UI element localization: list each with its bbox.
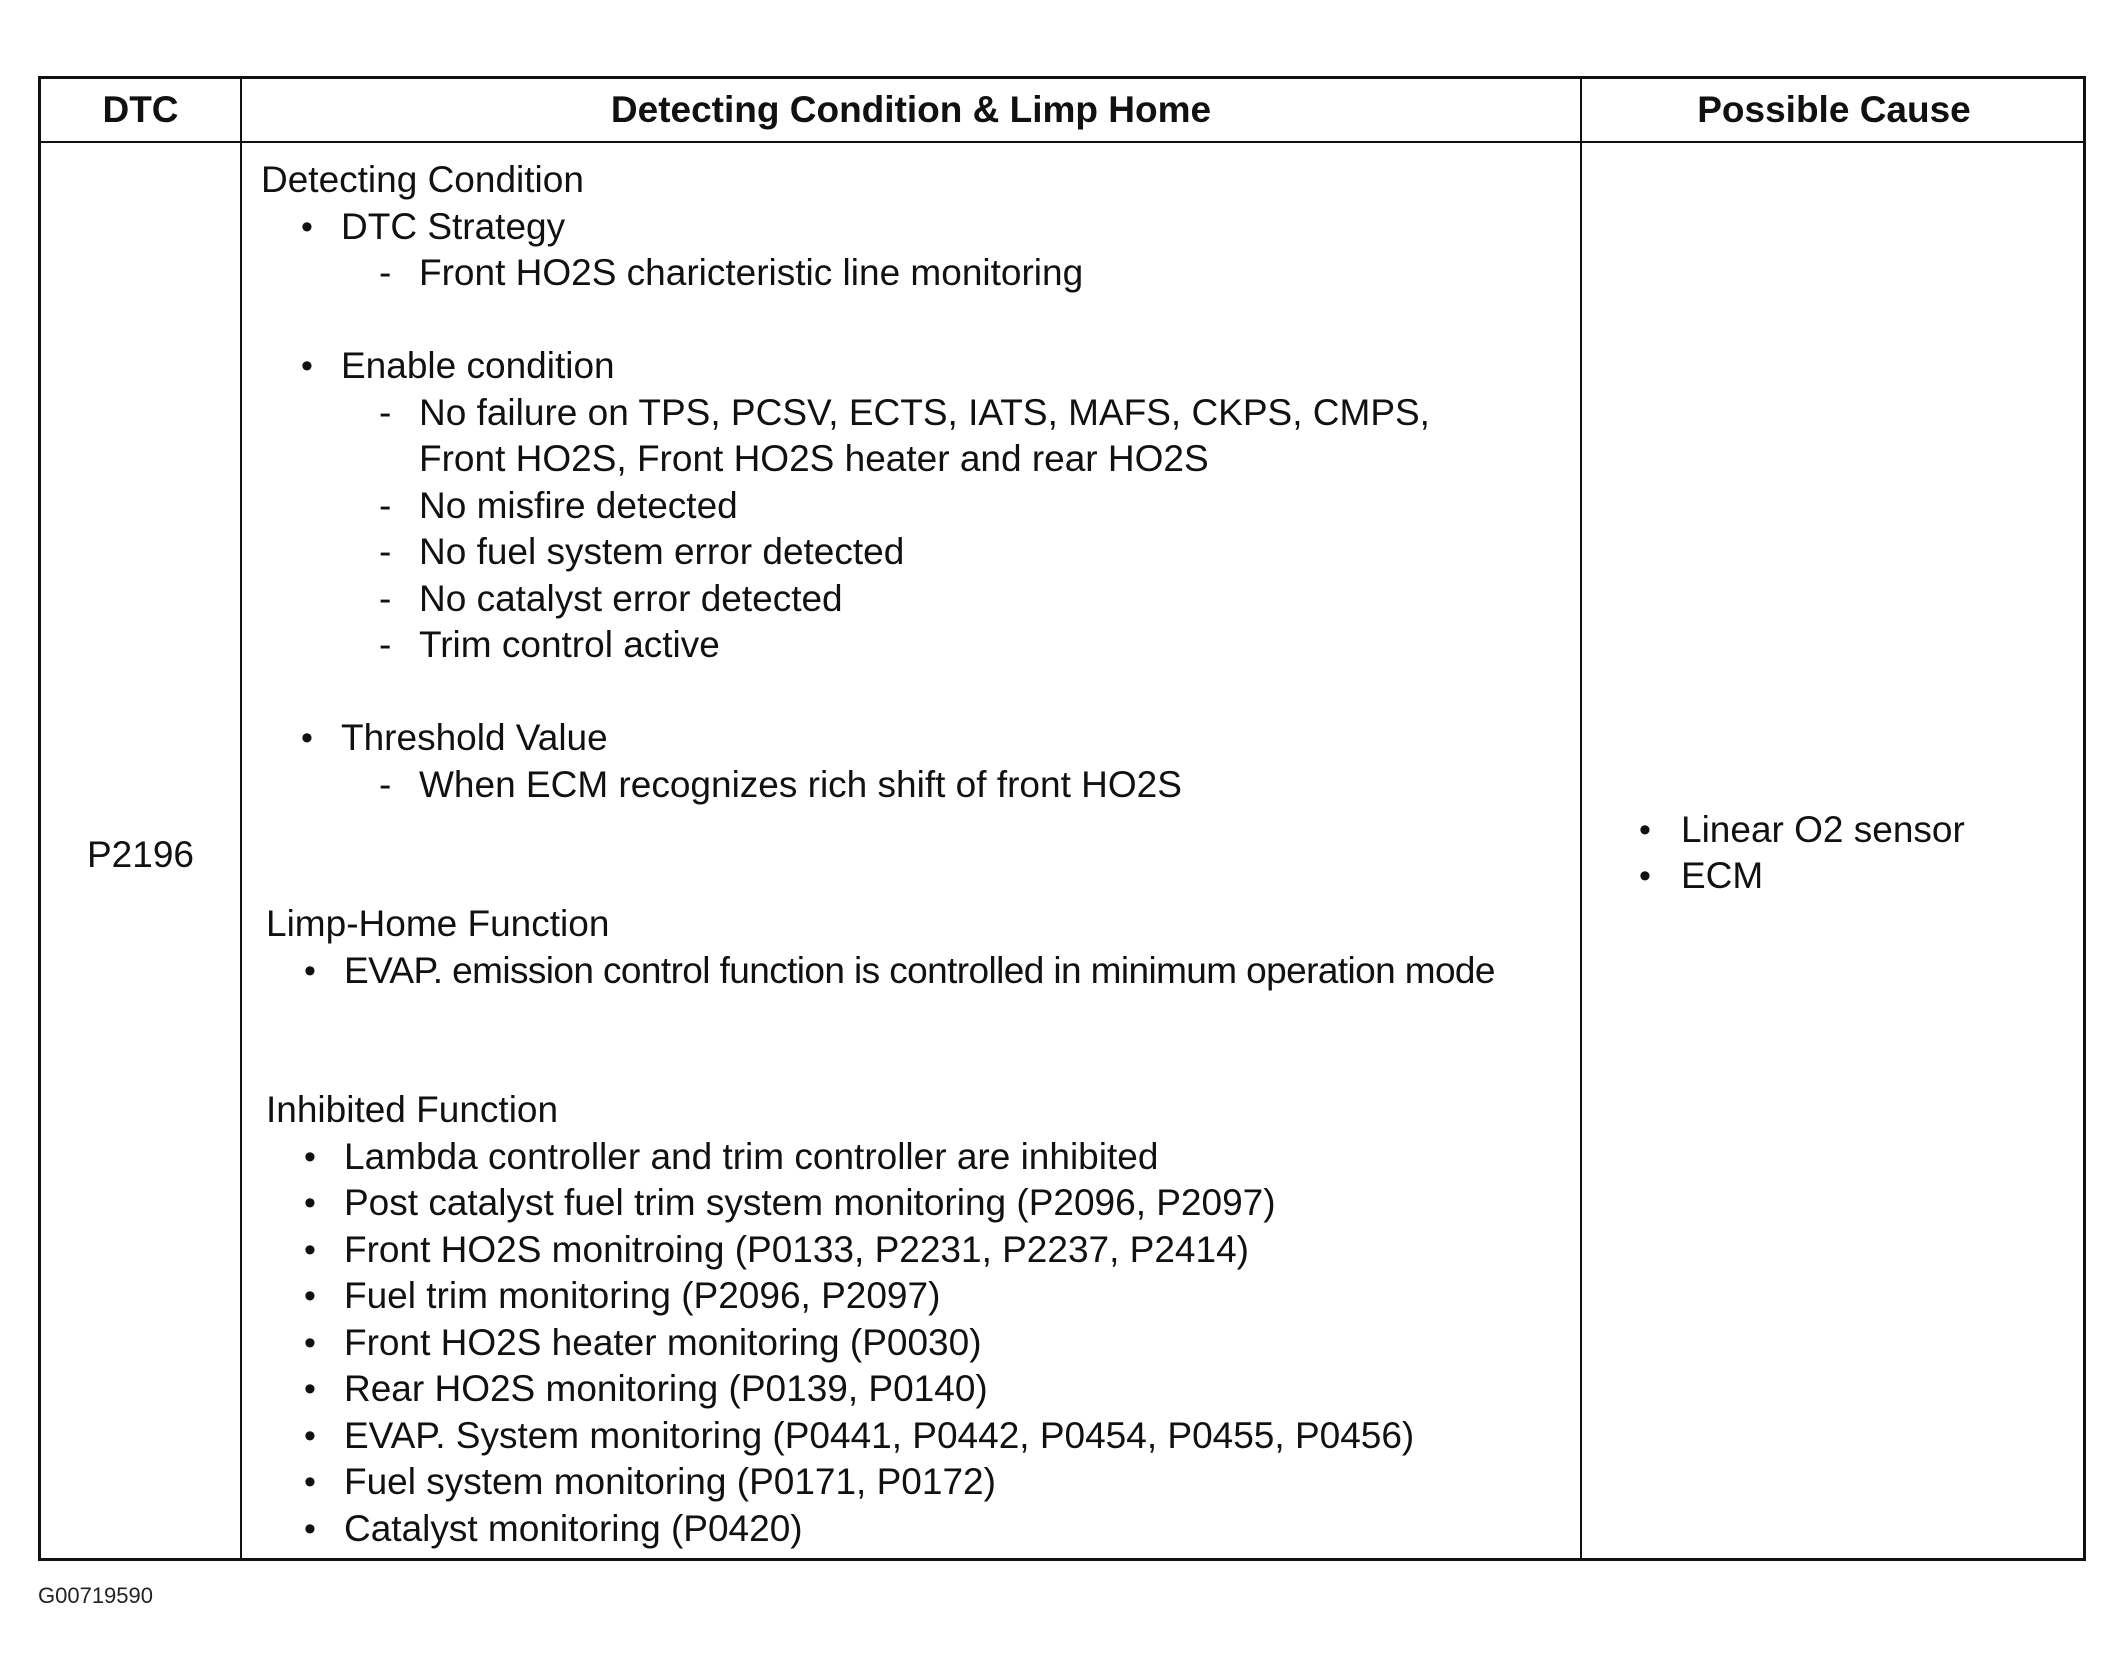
dash-icon: - bbox=[379, 484, 392, 526]
dtc-table bbox=[38, 76, 2086, 1561]
list-item bbox=[261, 343, 1571, 390]
bullet-icon: • bbox=[304, 1277, 316, 1315]
header-dtc: DTC bbox=[102, 89, 179, 130]
inhibited-item: Fuel system monitoring (P0171, P0172) bbox=[344, 1461, 996, 1502]
threshold-item: When ECM recognizes rich shift of front HO2S bbox=[419, 763, 1182, 805]
inhibited-function-title: Inhibited Function bbox=[266, 1089, 559, 1130]
cause-item: Linear O2 sensor bbox=[1681, 809, 1965, 850]
possible-cause-cell bbox=[1639, 807, 2079, 899]
bullet-icon: • bbox=[301, 719, 313, 757]
threshold-value-label: Threshold Value bbox=[341, 717, 608, 758]
dtc-code: P2196 bbox=[87, 834, 194, 875]
limp-home-item: EVAP. emission control function is controlled in minimum operation mode bbox=[344, 949, 1495, 991]
header-divider bbox=[41, 141, 2083, 143]
list-item bbox=[261, 762, 1571, 809]
bullet-icon: • bbox=[304, 1509, 316, 1548]
enable-item: No failure on TPS, PCSV, ECTS, IATS, MAFS, CKPS, CMPS, bbox=[419, 391, 1430, 433]
inhibited-item: Rear HO2S monitoring (P0139, P0140) bbox=[344, 1368, 988, 1409]
bullet-icon: • bbox=[304, 951, 316, 990]
bullet-icon: • bbox=[304, 1230, 316, 1269]
list-item bbox=[261, 1320, 1571, 1367]
list-item bbox=[261, 622, 1571, 669]
enable-item: No misfire detected bbox=[419, 484, 738, 526]
list-item bbox=[261, 250, 1571, 297]
bullet-icon: • bbox=[304, 1463, 316, 1501]
dash-icon: - bbox=[379, 763, 392, 805]
list-item bbox=[261, 1227, 1571, 1274]
dash-icon: - bbox=[379, 577, 392, 619]
figure-id: G00719590 bbox=[38, 1583, 153, 1608]
bullet-icon: • bbox=[304, 1137, 316, 1176]
inhibited-item: Front HO2S monitroing (P0133, P2231, P2237, P2414) bbox=[344, 1228, 1249, 1270]
list-item bbox=[261, 436, 1571, 483]
limp-home-title: Limp-Home Function bbox=[266, 903, 610, 944]
list-item bbox=[261, 529, 1571, 576]
bullet-icon: • bbox=[1639, 811, 1651, 849]
list-item bbox=[261, 1413, 1571, 1460]
enable-item: Front HO2S, Front HO2S heater and rear HO2S bbox=[419, 438, 1209, 479]
inhibited-item: Lambda controller and trim controller are inhibited bbox=[344, 1135, 1159, 1177]
header-possible-cause: Possible Cause bbox=[1697, 89, 1971, 130]
column-divider bbox=[240, 79, 242, 1558]
list-item bbox=[1639, 807, 2079, 853]
dash-icon: - bbox=[379, 624, 392, 665]
list-item bbox=[261, 483, 1571, 530]
enable-item: Trim control active bbox=[419, 624, 720, 665]
list-item bbox=[261, 1273, 1571, 1320]
list-item bbox=[261, 715, 1571, 762]
list-item bbox=[261, 1134, 1571, 1181]
header-condition: Detecting Condition & Limp Home bbox=[610, 89, 1212, 130]
bullet-icon: • bbox=[301, 207, 313, 246]
list-item bbox=[261, 576, 1571, 623]
dash-icon: - bbox=[379, 531, 392, 572]
enable-item: No catalyst error detected bbox=[419, 577, 843, 619]
list-item bbox=[261, 390, 1571, 437]
bullet-icon: • bbox=[304, 1370, 316, 1408]
list-item bbox=[261, 948, 1571, 995]
bullet-icon: • bbox=[304, 1184, 316, 1222]
inhibited-item: Post catalyst fuel trim system monitoring (P2096, P2097) bbox=[344, 1182, 1276, 1223]
column-divider bbox=[1580, 79, 1582, 1558]
condition-cell bbox=[261, 157, 1571, 1552]
bullet-icon: • bbox=[301, 347, 313, 385]
list-item bbox=[1639, 853, 2079, 899]
cause-item: ECM bbox=[1681, 855, 1764, 896]
list-item bbox=[261, 1180, 1571, 1227]
enable-condition-label: Enable condition bbox=[341, 345, 615, 386]
list-item bbox=[261, 1366, 1571, 1413]
list-item bbox=[261, 204, 1571, 251]
detecting-condition-title: Detecting Condition bbox=[261, 159, 584, 200]
bullet-icon: • bbox=[1639, 857, 1651, 895]
list-item bbox=[261, 1506, 1571, 1553]
bullet-icon: • bbox=[304, 1416, 316, 1455]
dash-icon: - bbox=[379, 391, 392, 433]
inhibited-item: Fuel trim monitoring (P2096, P2097) bbox=[344, 1275, 941, 1316]
list-item bbox=[261, 1459, 1571, 1506]
inhibited-item: EVAP. System monitoring (P0441, P0442, P0454, P0455, P0456) bbox=[344, 1414, 1415, 1456]
dtc-strategy-label: DTC Strategy bbox=[341, 205, 566, 247]
dash-icon: - bbox=[379, 252, 392, 293]
enable-item: No fuel system error detected bbox=[419, 531, 905, 572]
strategy-item: Front HO2S charicteristic line monitoring bbox=[419, 252, 1084, 293]
bullet-icon: • bbox=[304, 1323, 316, 1362]
inhibited-item: Front HO2S heater monitoring (P0030) bbox=[344, 1321, 982, 1363]
inhibited-item: Catalyst monitoring (P0420) bbox=[344, 1507, 803, 1549]
